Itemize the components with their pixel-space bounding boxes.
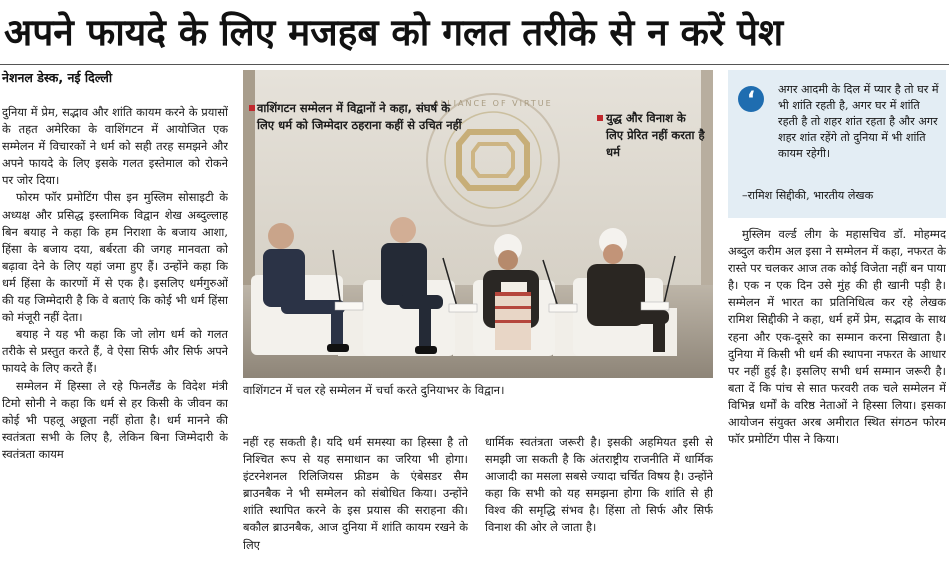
emblem-label: ALLIANCE OF VIRTUE bbox=[433, 99, 553, 108]
paragraph: बयाह ने यह भी कहा कि जो लोग धर्म को गलत तरीके से प्रस्तुत करते हैं, वे ऐसा सिर्फ और सिर्फ अपने फायदे के लिए करते हैं। bbox=[2, 327, 228, 376]
article-column-1 bbox=[2, 104, 228, 560]
photo-caption: वाशिंगटन में चल रहे सम्मेलन में चर्चा करते दुनियाभर के विद्वान। bbox=[243, 383, 505, 397]
paragraph: धार्मिक स्वतंत्रता जरूरी है। इसकी अहमियत इसी से समझी जा सकती है कि अंतराष्ट्रीय राजनीति में धार्मिक आजादी का मसला सबसे ज्यादा चर्चित विषय है। उन्होंने कहा कि सभी को यह समझना होगा कि शांति से ही विश्व की समृद्धि संभव है। हिंसा तो सिर्फ और सिर्फ विनाश की ओर ले जाता है। bbox=[485, 435, 713, 535]
photo-callout-right: युद्ध और विनाश के लिए प्रेरित नहीं करता है धर्म bbox=[606, 111, 705, 159]
paragraph: नहीं रह सकती है। यदि धर्म समस्या का हिस्सा है तो निश्चित रूप से यह समाधान का जरिया भी होगा। इंटरनेशनल रिलिजियस फ्रीडम के एंबेसडर सैम ब्राउनबैक ने भी सम्मेलन को संबोधित किया। उन्होंने शांति स्थापित करने के इस प्रयास की सराहना की। बकौल ब्राउनबैक, आज दुनिया में शांति कायम रखने के लिए bbox=[243, 435, 468, 552]
headline: अपने फायदे के लिए मजहब को गलत तरीके से न करें पेश bbox=[4, 11, 784, 54]
conference-photo bbox=[243, 70, 713, 378]
paragraph: सम्मेलन में हिस्सा ले रहे फिनलैंड के विदेश मंत्री टिमो सोनी ने कहा कि धर्म से हर किसी के जीवन का कोई भी पहलू अछूता नहीं होता है। धर्म मानने की स्वतंत्रता सभी के लिए है, लेकिन बिना जिम्मेदारी के स्वतंत्रता कायम bbox=[2, 378, 228, 461]
quote-box bbox=[728, 70, 946, 218]
paragraph: दुनिया में प्रेम, सद्भाव और शांति कायम करने के प्रयासों के तहत अमेरिका के वाशिंगटन में आयोजित एक सम्मेलन में विचारकों ने धर्म को सही तरह समझने और अपने फायदे के लिए इसके गलत इस्तेमाल को रोकने पर जोर दिया। bbox=[2, 105, 228, 188]
quote-text bbox=[742, 82, 942, 162]
photo-callout-left: वाशिंगटन सम्मेलन में विद्वानों ने कहा, संघर्ष के लिए धर्म को जिम्मेदार ठहराना कहीं से उचित नहीं bbox=[257, 101, 462, 132]
article-column-4 bbox=[728, 226, 946, 560]
paragraph: मुस्लिम वर्ल्ड लीग के महासचिव डॉ. मोहम्मद अब्दुल करीम अल इसा ने सम्मेलन में कहा, नफरत के रास्ते पर चलकर आज तक कोई विजेता नहीं बन पाया है। एक न एक दिन उसे मुंह की ही खानी पड़ी है। सम्मेलन में भारत का प्रतिनिधित्व कर रहे लेखक रामिश सिद्दीकी ने कहा, धर्म हमें प्रेम, सद्भाव के साथ रहना और एक-दूसरे का सम्मान करना सिखाता है। दुनिया में किसी भी धर्म की स्थापना नफरत के आधार पर नहीं हुई है। इसलिए सभी धर्म सम्मान जरूरी है। बता दें कि पांच से सात फरवरी तक चले सम्मेलन में विभिन्न धर्मों के वरिष्ठ नेताओं ने हिस्सा लिया। इसका आयोजन संयुक्त अरब अमीरात स्थित संगठन फोरम फॉर प्रमोटिंग पीस ने किया। bbox=[728, 227, 946, 447]
callout-bullet-right bbox=[597, 115, 603, 121]
quote-body: अगर आदमी के दिल में प्यार है तो घर में भी शांति रहती है, अगर घर में शांति रहती है तो शहर शांत रहता है और अगर शहर शांत रहेंगे तो दुनिया में भी शांति कायम रहेगी। bbox=[778, 83, 939, 160]
article-column-2 bbox=[243, 434, 468, 560]
quote-author: –रामिश सिद्दीकी, भारतीय लेखक bbox=[742, 189, 874, 202]
quote-mark-icon: ‘ bbox=[738, 86, 764, 112]
headline-rule bbox=[0, 64, 949, 65]
paragraph: फोरम फॉर प्रमोटिंग पीस इन मुस्लिम सोसाइटी के अध्यक्ष और प्रसिद्ध इस्लामिक विद्वान शेख अब्दुल्लाह बिन बयाह ने कहा कि हम निराशा के बजाय आशा, हिंसा के बजाय दया, बर्बरता की जगह मानवता को बढ़ावा देने के लिए यहां जमा हुए हैं। उन्होंने कहा कि धर्म हिंसा के कारणों में से एक है। इसलिए धर्मगुरुओं की यह जिम्मेदारी है कि वे बताएं कि कोई भी धर्म हिंसा को मंजूरी नहीं देता। bbox=[2, 190, 228, 325]
callout-bullet-left bbox=[249, 105, 255, 111]
byline: नेशनल डेस्क, नई दिल्ली bbox=[2, 70, 113, 85]
article-column-3 bbox=[485, 434, 713, 560]
